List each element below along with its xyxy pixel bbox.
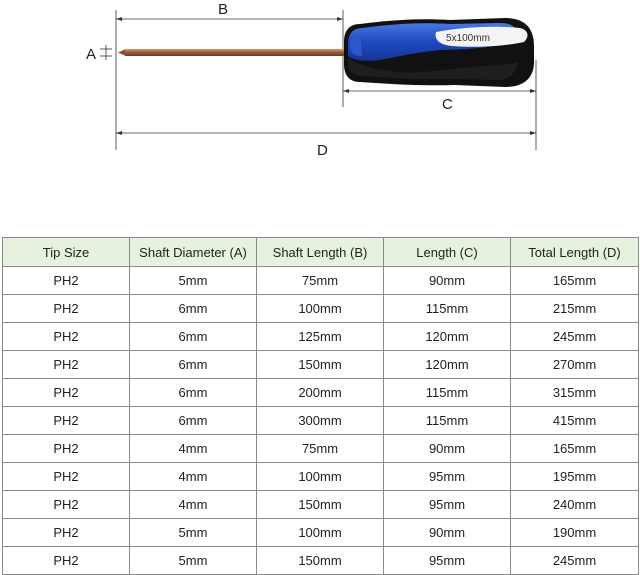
cell-length: 95mm <box>384 547 511 575</box>
cell-length: 120mm <box>384 351 511 379</box>
cell-shaft-length: 200mm <box>257 379 384 407</box>
handle-size-text: 5x100mm <box>446 33 490 44</box>
cell-shaft-diameter: 6mm <box>130 351 257 379</box>
cell-tip-size: PH2 <box>3 379 130 407</box>
cell-tip-size: PH2 <box>3 351 130 379</box>
cell-length: 90mm <box>384 435 511 463</box>
table-row <box>3 267 639 295</box>
table-row <box>3 407 639 435</box>
cell-shaft-diameter: 5mm <box>130 547 257 575</box>
cell-tip-size: PH2 <box>3 323 130 351</box>
cell-tip-size: PH2 <box>3 407 130 435</box>
cell-tip-size: PH2 <box>3 435 130 463</box>
header-length: Length (C) <box>384 238 511 267</box>
cell-shaft-diameter: 5mm <box>130 267 257 295</box>
screwdriver-shaft <box>118 49 347 56</box>
cell-total-length: 245mm <box>511 547 639 575</box>
cell-total-length: 190mm <box>511 519 639 547</box>
table-row <box>3 379 639 407</box>
cell-shaft-length: 150mm <box>257 351 384 379</box>
cell-shaft-length: 100mm <box>257 463 384 491</box>
table-header-row <box>3 238 639 267</box>
label-d: D <box>317 142 328 159</box>
header-tip-size: Tip Size <box>3 238 130 267</box>
cell-shaft-diameter: 4mm <box>130 491 257 519</box>
header-shaft-diameter: Shaft Diameter (A) <box>130 238 257 267</box>
table-row <box>3 547 639 575</box>
cell-tip-size: PH2 <box>3 463 130 491</box>
cell-length: 115mm <box>384 407 511 435</box>
cell-length: 95mm <box>384 463 511 491</box>
dimension-b <box>116 17 343 21</box>
table-row <box>3 435 639 463</box>
cell-shaft-length: 300mm <box>257 407 384 435</box>
cell-shaft-diameter: 4mm <box>130 435 257 463</box>
cell-shaft-diameter: 6mm <box>130 407 257 435</box>
screwdriver-handle <box>344 18 534 87</box>
cell-shaft-length: 150mm <box>257 491 384 519</box>
dimension-a <box>100 45 112 60</box>
table-row <box>3 491 639 519</box>
cell-total-length: 315mm <box>511 379 639 407</box>
cell-total-length: 215mm <box>511 295 639 323</box>
header-shaft-length: Shaft Length (B) <box>257 238 384 267</box>
cell-total-length: 245mm <box>511 323 639 351</box>
dimension-c <box>343 89 536 93</box>
label-b: B <box>218 1 229 18</box>
cell-length: 120mm <box>384 323 511 351</box>
cell-tip-size: PH2 <box>3 267 130 295</box>
cell-tip-size: PH2 <box>3 295 130 323</box>
cell-tip-size: PH2 <box>3 547 130 575</box>
cell-tip-size: PH2 <box>3 491 130 519</box>
cell-shaft-diameter: 4mm <box>130 463 257 491</box>
screwdriver-dimension-diagram <box>0 0 640 200</box>
cell-tip-size: PH2 <box>3 519 130 547</box>
cell-shaft-diameter: 6mm <box>130 295 257 323</box>
cell-total-length: 165mm <box>511 267 639 295</box>
cell-total-length: 195mm <box>511 463 639 491</box>
label-a: A <box>86 46 97 63</box>
cell-total-length: 165mm <box>511 435 639 463</box>
cell-shaft-diameter: 6mm <box>130 379 257 407</box>
cell-length: 115mm <box>384 379 511 407</box>
cell-length: 90mm <box>384 267 511 295</box>
table-row <box>3 295 639 323</box>
cell-shaft-length: 75mm <box>257 435 384 463</box>
cell-length: 95mm <box>384 491 511 519</box>
cell-total-length: 270mm <box>511 351 639 379</box>
cell-shaft-diameter: 5mm <box>130 519 257 547</box>
cell-shaft-length: 75mm <box>257 267 384 295</box>
cell-shaft-diameter: 6mm <box>130 323 257 351</box>
table-row <box>3 463 639 491</box>
table-row <box>3 323 639 351</box>
cell-total-length: 415mm <box>511 407 639 435</box>
specification-table <box>2 237 639 575</box>
cell-length: 115mm <box>384 295 511 323</box>
label-c: C <box>442 96 453 113</box>
cell-shaft-length: 125mm <box>257 323 384 351</box>
cell-length: 90mm <box>384 519 511 547</box>
header-total-length: Total Length (D) <box>511 238 639 267</box>
cell-shaft-length: 100mm <box>257 519 384 547</box>
cell-shaft-length: 100mm <box>257 295 384 323</box>
table-row <box>3 351 639 379</box>
table-row <box>3 519 639 547</box>
cell-shaft-length: 150mm <box>257 547 384 575</box>
dimension-d <box>116 131 536 135</box>
cell-total-length: 240mm <box>511 491 639 519</box>
